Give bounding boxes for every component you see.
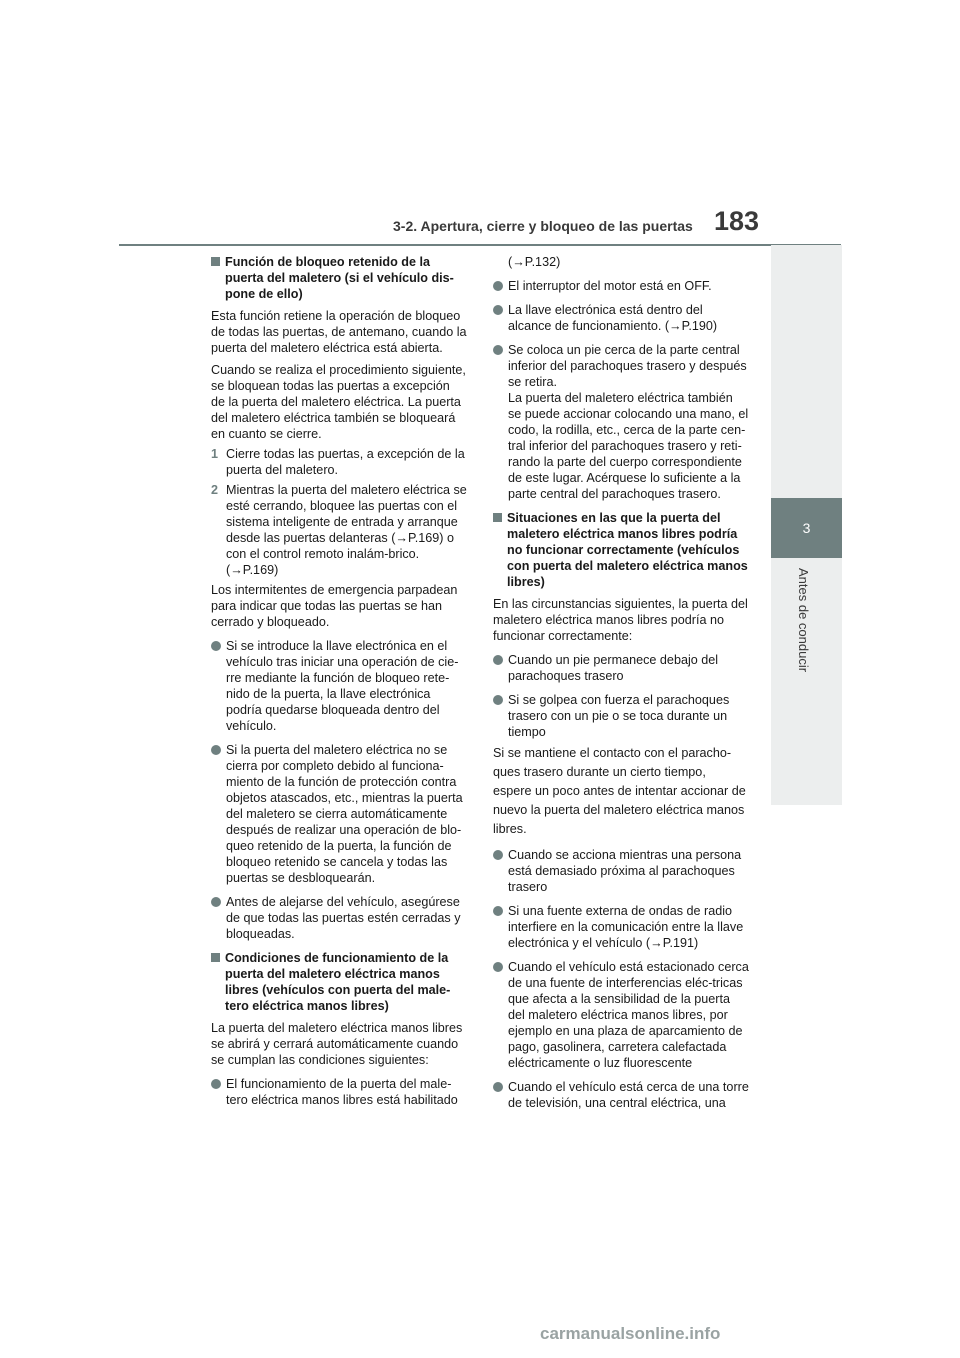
step-item bbox=[211, 446, 467, 478]
bullet-text: Antes de alejarse del vehículo, asegúrese de que todas las puertas estén cerradas y bloqueadas. bbox=[226, 895, 461, 941]
bullet-text: Si la puerta del maletero eléctrica no se cierra por completo debido al funciona-miento de la función de protección contra objetos atascados, etc., mientras la puerta del maletero se cierra automáticamente después de realizar una operación de blo-queo retenido de la puerta, la función de bloqueo retenido se cancela y todas las puertas se desbloquearán. bbox=[226, 743, 463, 885]
round-bullet-icon bbox=[493, 281, 503, 291]
paragraph-line: nuevo la puerta del maletero eléctrica manos bbox=[493, 803, 745, 817]
section-heading bbox=[493, 510, 749, 590]
bullet-text: La llave electrónica está dentro del alcance de funcionamiento. (→P.190) bbox=[508, 303, 718, 333]
page-number: 183 bbox=[714, 206, 760, 236]
bullet-item bbox=[493, 959, 749, 1071]
chapter-number: 3 bbox=[771, 498, 842, 558]
round-bullet-icon bbox=[493, 850, 503, 860]
bullet-item bbox=[493, 302, 749, 334]
round-bullet-icon bbox=[493, 906, 503, 916]
bullet-item bbox=[493, 692, 749, 740]
bullet-text: Cuando se acciona mientras una persona está demasiado próxima al parachoques trasero bbox=[508, 848, 742, 894]
bullet-item bbox=[493, 1079, 749, 1111]
square-bullet-icon bbox=[493, 513, 502, 522]
paragraph-line: Si se mantiene el contacto con el paracho- bbox=[493, 746, 732, 760]
side-tab-top bbox=[771, 245, 842, 498]
round-bullet-icon bbox=[211, 641, 221, 651]
bullet-item bbox=[493, 342, 749, 502]
bullet-item bbox=[211, 1076, 467, 1108]
spaced-paragraph bbox=[493, 744, 749, 839]
bullet-item bbox=[493, 652, 749, 684]
watermark: carmanualsonline.info bbox=[540, 1324, 721, 1343]
section-heading bbox=[211, 950, 467, 1014]
round-bullet-icon bbox=[493, 1082, 503, 1092]
round-bullet-icon bbox=[493, 962, 503, 972]
bullet-text: Si se introduce la llave electrónica en el vehículo tras iniciar una operación de cie-rre mediante la función de bloqueo rete-nido de la puerta, la llave electrónica podría quedarse bloqueada dentro del vehículo. bbox=[226, 639, 459, 733]
step-text: Mientras la puerta del maletero eléctrica se esté cerrando, bloquee las puertas con el sistema inteligente de entrada y arranque desde las puertas delanteras (→P.169) o con el control remoto inalám-brico. (→P.169) bbox=[226, 483, 467, 577]
square-bullet-icon bbox=[211, 257, 220, 266]
round-bullet-icon bbox=[493, 695, 503, 705]
round-bullet-icon bbox=[493, 345, 503, 355]
bullet-continuation: (→P.132) bbox=[508, 255, 561, 269]
chapter-title: Antes de conducir bbox=[796, 568, 811, 673]
round-bullet-icon bbox=[211, 745, 221, 755]
left-column bbox=[211, 254, 467, 1116]
heading-text: Función de bloqueo retenido de la puerta del maletero (si el vehículo dis-pone de ello) bbox=[225, 255, 454, 301]
paragraph: Los intermitentes de emergencia parpadean para indicar que todas las puertas se han cerrado y bloqueado. bbox=[211, 583, 458, 629]
bullet-note: La puerta del maletero eléctrica también se puede accionar colocando una mano, el codo, la rodilla, etc., cerca de la parte cen-tral inferior del parachoques trasero y reti-rando la parte del cuerpo correspondiente de este lugar. Acérquese lo suficiente a la parte central del parachoques trasero. bbox=[508, 391, 749, 501]
round-bullet-icon bbox=[493, 655, 503, 665]
header-rule bbox=[119, 244, 841, 246]
bullet-text: Si se golpea con fuerza el parachoques trasero con un pie o se toca durante un tiempo bbox=[508, 693, 730, 739]
bullet-text: Se coloca un pie cerca de la parte central inferior del parachoques trasero y después se retira. bbox=[508, 343, 747, 389]
bullet-text: Cuando el vehículo está cerca de una torre de televisión, una central eléctrica, una bbox=[508, 1080, 749, 1110]
square-bullet-icon bbox=[211, 953, 220, 962]
paragraph: En las circunstancias siguientes, la puerta del maletero eléctrica manos libres podría no funcionar correctamente: bbox=[493, 597, 748, 643]
step-text: Cierre todas las puertas, a excepción de la puerta del maletero. bbox=[226, 447, 465, 477]
round-bullet-icon bbox=[211, 897, 221, 907]
paragraph: La puerta del maletero eléctrica manos libres se abrirá y cerrará automáticamente cuando se cumplan las condiciones siguientes: bbox=[211, 1021, 463, 1067]
bullet-item bbox=[493, 278, 749, 294]
heading-text: Situaciones en las que la puerta del maletero eléctrica manos libres podría no funcionar correctamente (vehículos con puerta del maletero eléctrica manos libres) bbox=[507, 511, 748, 589]
paragraph-line: libres. bbox=[493, 822, 527, 836]
chapter-side-tab bbox=[771, 245, 842, 805]
section-title: 3-2. Apertura, cierre y bloqueo de las puertas bbox=[393, 218, 693, 234]
paragraph: Cuando se realiza el procedimiento siguiente, se bloquean todas las puertas a excepción de la puerta del maletero eléctrica. La puerta del maletero eléctrica también se bloqueará en cuanto se cierre. bbox=[211, 363, 466, 441]
round-bullet-icon bbox=[211, 1079, 221, 1089]
right-column bbox=[493, 254, 749, 1119]
step-item bbox=[211, 482, 467, 578]
bullet-item bbox=[211, 742, 467, 886]
step-number: 2 bbox=[211, 483, 219, 497]
step-number: 1 bbox=[211, 447, 219, 461]
bullet-text: El interruptor del motor está en OFF. bbox=[508, 279, 712, 293]
paragraph-line: espere un poco antes de intentar accionar de bbox=[493, 784, 746, 798]
bullet-text: Cuando el vehículo está estacionado cerca de una fuente de interferencias eléc-tricas que afecta a la sensibilidad de la puerta del maletero eléctrica manos libres, por ejemplo en una plaza de aparcamiento de pago, gasolinera, carretera calefactada eléctricamente o luz fluorescente bbox=[508, 960, 749, 1070]
paragraph: Esta función retiene la operación de bloqueo de todas las puertas, de antemano, cuando la puerta del maletero eléctrica está abierta. bbox=[211, 309, 467, 355]
paragraph-line: ques trasero durante un cierto tiempo, bbox=[493, 765, 706, 779]
round-bullet-icon bbox=[493, 305, 503, 315]
heading-text: Condiciones de funcionamiento de la puerta del maletero eléctrica manos libres (vehículos con puerta del male-tero eléctrica manos libres) bbox=[225, 951, 451, 1013]
bullet-item bbox=[493, 903, 749, 951]
section-heading bbox=[211, 254, 467, 302]
bullet-text: Cuando un pie permanece debajo del parachoques trasero bbox=[508, 653, 719, 683]
bullet-text: Si una fuente externa de ondas de radio interfiere en la comunicación entre la llave electrónica y el vehículo (→P.191) bbox=[508, 904, 744, 950]
bullet-item bbox=[211, 894, 467, 942]
bullet-text: El funcionamiento de la puerta del male-tero eléctrica manos libres está habilitado bbox=[226, 1077, 458, 1107]
bullet-item bbox=[493, 847, 749, 895]
bullet-item bbox=[211, 638, 467, 734]
